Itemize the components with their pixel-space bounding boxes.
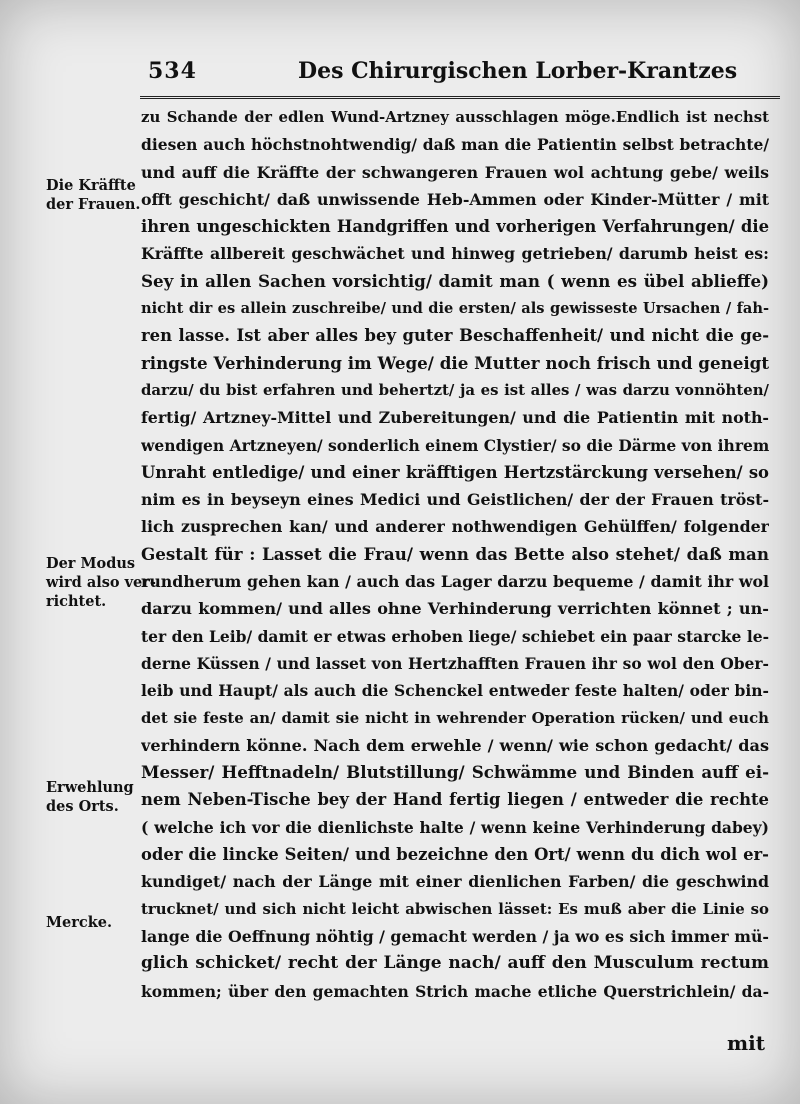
text-line: rundherum gehen kan / auch das Lager darzu bequeme / damit ihr wol [141,572,769,592]
marginal-line: Die Kräffte [46,177,136,194]
page-header [148,58,768,94]
marginal-line: Erwehlung [46,779,134,796]
text-line: diesen auch höchstnohtwendig/ daß man die Patientin selbst betrachte/ [141,135,769,155]
marginal-note-mercke [46,913,138,932]
text-line: fertig/ Artzney-Mittel und Zubereitungen/ und die Patientin mit noth- [141,408,769,428]
body-text [141,104,769,1005]
text-line: nim es in beyseyn eines Medici und Geistlichen/ der der Frauen tröst- [141,490,769,510]
text-line: Gestalt für : Lasset die Frau/ wenn das Bette also stehet/ daß man [141,543,769,564]
text-line: ren lasse. Ist aber alles bey guter Beschaffenheit/ und nicht die ge- [141,326,769,346]
text-line: zu Schande der edlen Wund-Artzney ausschlagen möge.Endlich ist nechst [141,108,769,126]
text-line: lich zusprechen kan/ und anderer nothwendigen Gehülffen/ folgender [141,517,769,537]
marginal-line: Der Modus [46,555,136,572]
text-line: offt geschicht/ daß unwissende Heb-Ammen oder Kinder-Mütter / mit [141,189,769,209]
running-head: Des Chirurgischen Lorber-Krantzes [298,58,738,84]
text-line: leib und Haupt/ als auch die Schenckel entweder feste halten/ oder bin- [141,681,769,701]
text-line: kommen; über den gemachten Strich mache etliche Querstrichlein/ da- [141,981,769,1001]
marginal-note-modus [46,554,156,611]
text-line: und auff die Kräffte der schwangeren Frauen wol achtung gebe/ weils [141,162,769,182]
text-line: derne Küssen / und lasset von Hertzhafften Frauen ihr so wol den Ober- [141,653,769,673]
text-line: glich schicket/ recht der Länge nach/ auff den Musculum rectum [141,953,769,974]
text-line: trucknet/ und sich nicht leicht abwischen lässet: Es muß aber die Linie so [141,899,769,918]
marginal-note-erwehlung [46,778,138,816]
page-number: 534 [148,58,197,84]
text-line: Kräffte allbereit geschwächet und hinweg getrieben/ darumb heist es: [141,244,769,264]
text-line: ter den Leib/ damit er etwas erhoben liege/ schiebet ein paar starcke le- [141,626,769,646]
text-line: Messer/ Hefftnadeln/ Blutstillung/ Schwämme und Binden auff ei- [141,762,769,783]
marginal-line: Mercke. [46,914,113,931]
marginal-line: richtet. [46,593,107,610]
text-line: oder die lincke Seiten/ und bezeichne den Ort/ wenn du dich wol er- [141,845,769,865]
marginal-line: wird also ver- [46,574,156,591]
header-rule [140,96,780,99]
text-line: wendigen Artzneyen/ sonderlich einem Clystier/ so die Därme von ihrem [141,435,769,455]
text-line: kundiget/ nach der Länge mit einer dienlichen Farben/ die geschwind [141,872,769,892]
text-line: ( welche ich vor die dienlichste halte / wenn keine Verhinderung dabey) [141,817,769,837]
text-line: det sie feste an/ damit sie nicht in wehrender Operation rücken/ und euch [141,708,769,727]
marginal-note-kraeffte [46,176,141,214]
text-line: lange die Oeffnung nöhtig / gemacht werden / ja wo es sich immer mü- [141,926,769,946]
text-line: ihren ungeschickten Handgriffen und vorherigen Verfahrungen/ die [141,217,769,237]
text-line: darzu kommen/ und alles ohne Verhinderung verrichten könnet ; un- [141,599,769,619]
text-line: darzu/ du bist erfahren und behertzt/ ja es ist alles / was darzu vonnöhten/ [141,380,769,399]
text-line: ringste Verhinderung im Wege/ die Mutter noch frisch und geneigt [141,352,769,373]
text-line: nem Neben-Tische bey der Hand fertig liegen / entweder die rechte [141,790,769,810]
marginal-line: des Orts. [46,798,119,815]
text-line: nicht dir es allein zuschreibe/ und die ersten/ als gewisseste Ursachen / fah- [141,300,769,318]
text-line: verhindern könne. Nach dem erwehle / wenn/ wie schon gedacht/ das [141,735,769,755]
text-line: Sey in allen Sachen vorsichtig/ damit man ( wenn es übel ablieffe) [141,270,769,291]
text-line: Unraht entledige/ und einer kräfftigen Hertzstärckung versehen/ so [141,462,769,482]
catchword: mit [727,1031,765,1055]
marginal-line: der Frauen. [46,196,141,213]
